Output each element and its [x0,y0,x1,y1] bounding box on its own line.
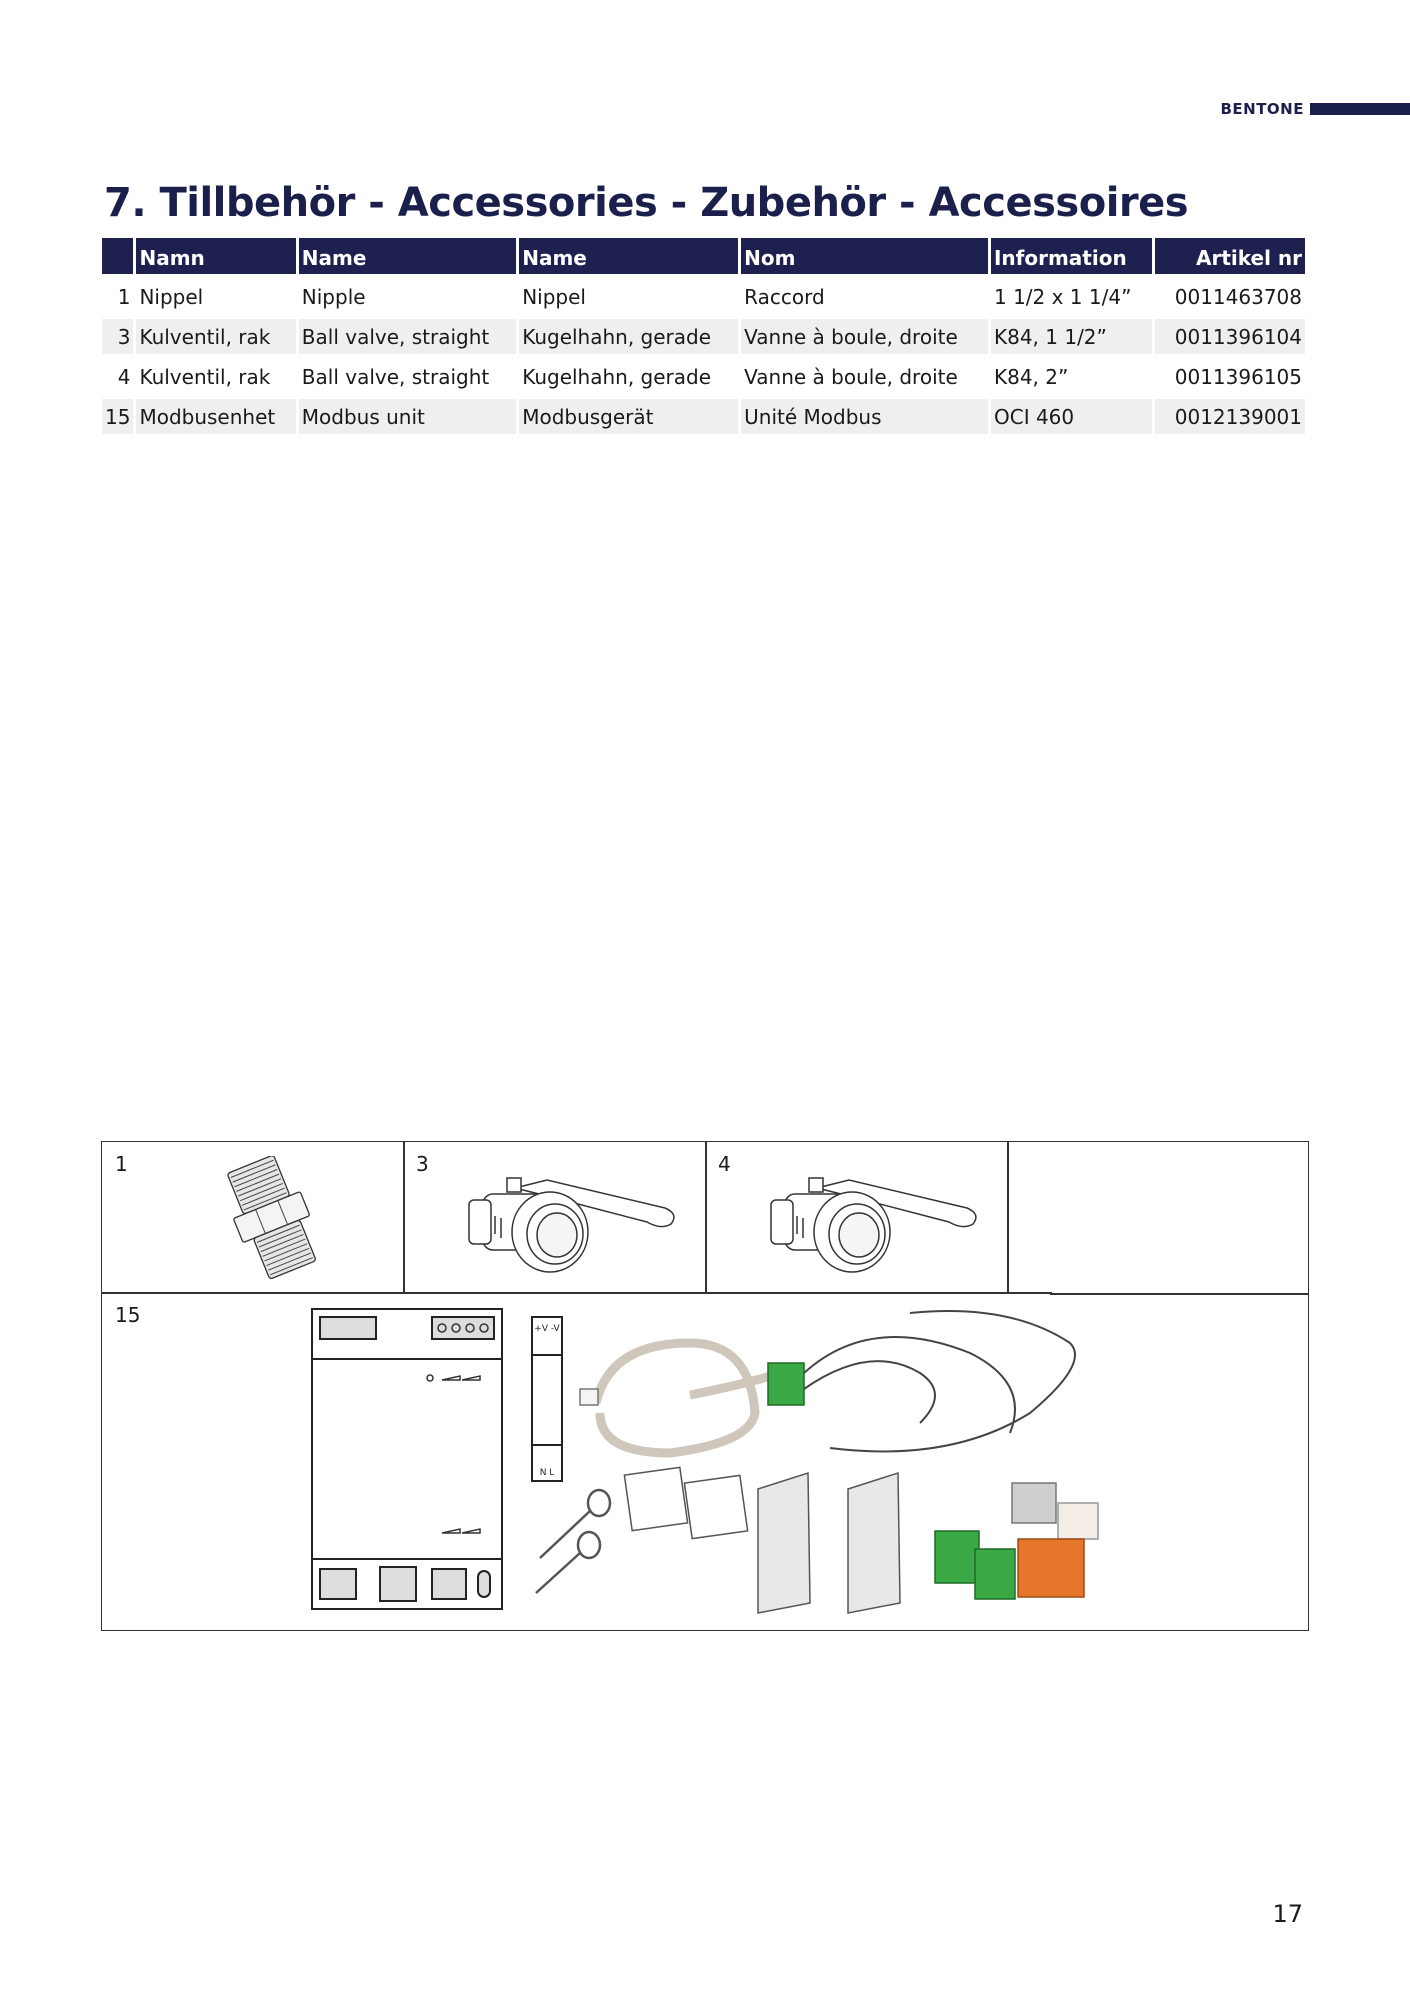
table-cell: Vanne à boule, droite [741,319,988,354]
table-cell: K84, 1 1/2” [991,319,1152,354]
table-row [102,279,1305,314]
column-header: Information [993,246,1127,270]
figure-cell-empty [1007,1142,1310,1292]
table-cell: 15 [102,399,133,434]
table-cell: Kugelhahn, gerade [519,319,738,354]
table-cell: Modbusenhet [136,399,295,434]
table-cell: Kulventil, rak [136,319,295,354]
figure-cell-3 [403,1142,705,1292]
brand-header [1220,100,1410,118]
table-cell: 1 1/2 x 1 1/4” [993,284,1132,309]
table-cell: 3 [102,319,133,354]
ball-valve-icon [465,1158,685,1283]
table-header-row [102,238,1305,274]
table-cell: Nipple [301,284,366,309]
brand-bar [1310,103,1410,115]
table-cell: Ball valve, straight [301,364,490,389]
table-cell: Modbus unit [299,399,516,434]
figure-cell-1 [102,1142,403,1292]
table-cell: 0011463708 [1174,284,1302,309]
figure-label: 15 [115,1303,141,1327]
table-cell: 1 [117,284,131,309]
figure-label: 1 [115,1152,128,1176]
table-cell: Nippel [522,284,586,309]
column-header: Artikel nr [1195,246,1302,270]
column-header: Name [522,246,587,270]
page-title: 7. Tillbehör - Accessories - Zubehör - Accessoires [104,180,1189,226]
table-cell: Kugelhahn, gerade [522,364,712,389]
table-cell: 4 [117,364,131,389]
table-cell: OCI 460 [991,399,1152,434]
figure-cell-4 [705,1142,1007,1292]
table-row [102,359,1305,394]
column-header: Namn [139,246,205,270]
ball-valve-icon [767,1158,987,1283]
column-header: Nom [744,246,796,270]
table-cell: Vanne à boule, droite [744,364,958,389]
figure-label: 4 [718,1152,731,1176]
column-header [102,238,133,274]
column-header: Name [301,246,367,270]
psu-label-bottom: N L [539,1468,555,1478]
figure-cell-15 [102,1293,1310,1632]
accessories-table [99,233,1308,439]
table-cell: 0011396104 [1155,319,1305,354]
table-cell: 0012139001 [1155,399,1305,434]
table-cell: Modbusgerät [519,399,738,434]
table-cell: Ball valve, straight [299,319,516,354]
table-cell: Nippel [139,284,204,309]
figure-label: 3 [416,1152,429,1176]
table-cell: 0011396105 [1174,364,1302,389]
nipple-fitting-icon [212,1156,332,1281]
brand-name: BENTONE [1220,100,1304,118]
psu-label-top: +V -V [534,1324,560,1334]
table-cell: K84, 2” [993,364,1069,389]
table-row [102,319,1305,354]
table-cell: Raccord [744,284,825,309]
table-row [102,399,1305,434]
accessory-image-grid [101,1141,1309,1631]
page-number: 17 [1272,1900,1303,1928]
table-cell: Kulventil, rak [139,364,271,389]
table-cell: Unité Modbus [741,399,988,434]
modbus-unit-icon [310,1303,1240,1628]
